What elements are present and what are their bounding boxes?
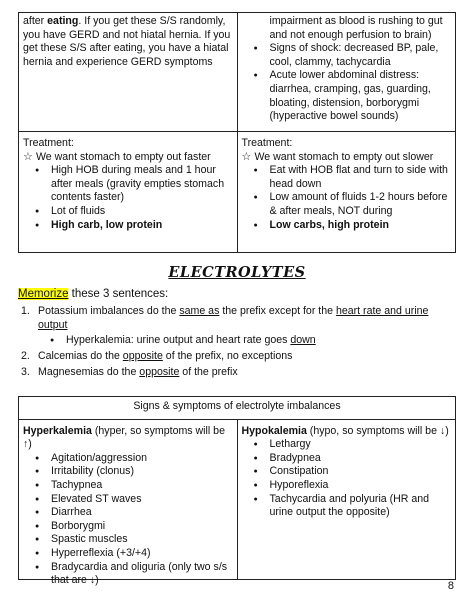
- top-table-row-1: [19, 13, 455, 131]
- star-item: ☆ We want stomach to empty out faster: [23, 151, 233, 165]
- top-left-cell: [19, 13, 237, 131]
- list-item: ● Irritability (clonus): [23, 465, 233, 479]
- text: of the prefix, no exceptions: [162, 349, 293, 362]
- list-item: ● Diarrhea: [23, 506, 233, 520]
- treatment-left-list: [23, 151, 233, 233]
- hyperkalemia-cell: [19, 420, 237, 587]
- electrolyte-table-title-row: [19, 397, 455, 419]
- electrolyte-table: [18, 396, 456, 587]
- underlined-text: heart rate and urine output: [38, 305, 429, 331]
- text: Calcemias do the: [38, 349, 123, 362]
- hypokalemia-list: [242, 438, 452, 520]
- underlined-text: same as: [179, 305, 220, 317]
- sentence-list: [18, 305, 438, 380]
- underlined-text: down: [290, 334, 316, 347]
- sentence-item: [18, 350, 438, 364]
- list-item: ● Eat with HOB flat and turn to side with head down: [242, 164, 452, 191]
- list-item: ● Constipation: [242, 465, 452, 479]
- list-item: ● Hyporeflexia: [242, 479, 452, 493]
- sub-list: [38, 334, 438, 348]
- text: these 3 sentences:: [68, 288, 169, 300]
- treatment-right-list: [242, 151, 452, 233]
- list-item: ● Hyperreflexia (+3/+4): [23, 547, 233, 561]
- top-table-row-2: [19, 131, 455, 252]
- list-item: ● Lethargy: [242, 438, 452, 452]
- section-heading: ELECTROLYTES: [168, 264, 306, 281]
- text: of the prefix: [179, 366, 238, 379]
- electrolyte-table-body-row: [19, 419, 455, 587]
- list-item: ● Lot of fluids: [23, 205, 233, 219]
- list-item: ● Low amount of fluids 1-2 hours before & after meals, NOT during: [242, 191, 452, 218]
- memorize-highlight: Memorize: [18, 288, 69, 300]
- bold-text: High carb, low protein: [51, 218, 163, 231]
- text: (hypo, so symptoms will be ↓): [306, 424, 449, 437]
- treatment-label: Treatment:: [241, 137, 293, 149]
- top-right-cell: [237, 13, 456, 131]
- list-item: ● Bradypnea: [242, 452, 452, 466]
- table-title: Signs & symptoms of electrolyte imbalances: [133, 400, 341, 412]
- text: . If you get these: [78, 15, 160, 27]
- underlined-text: opposite: [122, 349, 163, 362]
- list-item: ● Bradycardia and oliguria (only two s/s that are ↓): [23, 561, 233, 588]
- text: after: [23, 15, 48, 27]
- text: Magnesemias do the: [38, 366, 140, 379]
- hyperkalemia-heading: [23, 425, 233, 452]
- list-item: ● Agitation/aggression: [23, 452, 233, 466]
- list-item: ● Borborygmi: [23, 520, 233, 534]
- page-number: 8: [447, 580, 454, 592]
- memorize-line: [18, 288, 168, 302]
- bold-text: eating: [47, 15, 79, 27]
- bold-text: Low carbs, high protein: [269, 218, 389, 231]
- list-item: ● High HOB during meals and 1 hour after meals (gravity empties stomach contents faster): [23, 164, 233, 205]
- text: Hyperkalemia: urine output and heart rate goes: [66, 334, 291, 347]
- list-item: ● Spastic muscles: [23, 533, 233, 547]
- hypokalemia-heading: [242, 425, 452, 439]
- list-item: ● Acute lower abdominal distress: diarrhea, cramping, gas, guarding, bloating, distension, borborygmi (hyperactive bowel sounds): [242, 69, 452, 123]
- list-item: ● Tachycardia and polyuria (HR and urine output the opposite): [242, 493, 452, 520]
- sentence-item: [18, 366, 438, 380]
- shock-list: [242, 42, 452, 124]
- treatment-left-cell: [19, 132, 237, 252]
- list-item: ● Tachypnea: [23, 479, 233, 493]
- hyperkalemia-list: [23, 452, 233, 588]
- text: S/S randomly, you have GERD and not hiatal hernia. If you get these S/S after eating, you have a hiatal hernia and experience GERD symptoms: [23, 15, 231, 68]
- sentence-item: [18, 305, 438, 348]
- underlined-text: opposite: [139, 366, 180, 379]
- list-item: [242, 219, 452, 233]
- text: the prefix except for the: [219, 305, 336, 317]
- continued-text: impairment as blood is rushing to gut and not enough perfusion to brain): [269, 15, 443, 41]
- bold-text: Hyperkalemia: [23, 424, 92, 437]
- list-item: ● Signs of shock: decreased BP, pale, cool, clammy, tachycardia: [242, 42, 452, 69]
- text: Potassium imbalances do the: [38, 305, 180, 317]
- treatment-right-cell: [237, 132, 456, 252]
- treatment-label: Treatment:: [23, 137, 74, 149]
- text: (hyper, so symptoms will be ↑): [23, 424, 225, 451]
- hypokalemia-cell: [237, 420, 456, 579]
- list-item: [23, 219, 233, 233]
- list-item: ● Elevated ST waves: [23, 493, 233, 507]
- top-table: [18, 12, 456, 253]
- star-item: ☆ We want stomach to empty out slower: [242, 151, 452, 165]
- bold-text: Hypokalemia: [241, 424, 307, 437]
- sub-item: [18, 334, 438, 348]
